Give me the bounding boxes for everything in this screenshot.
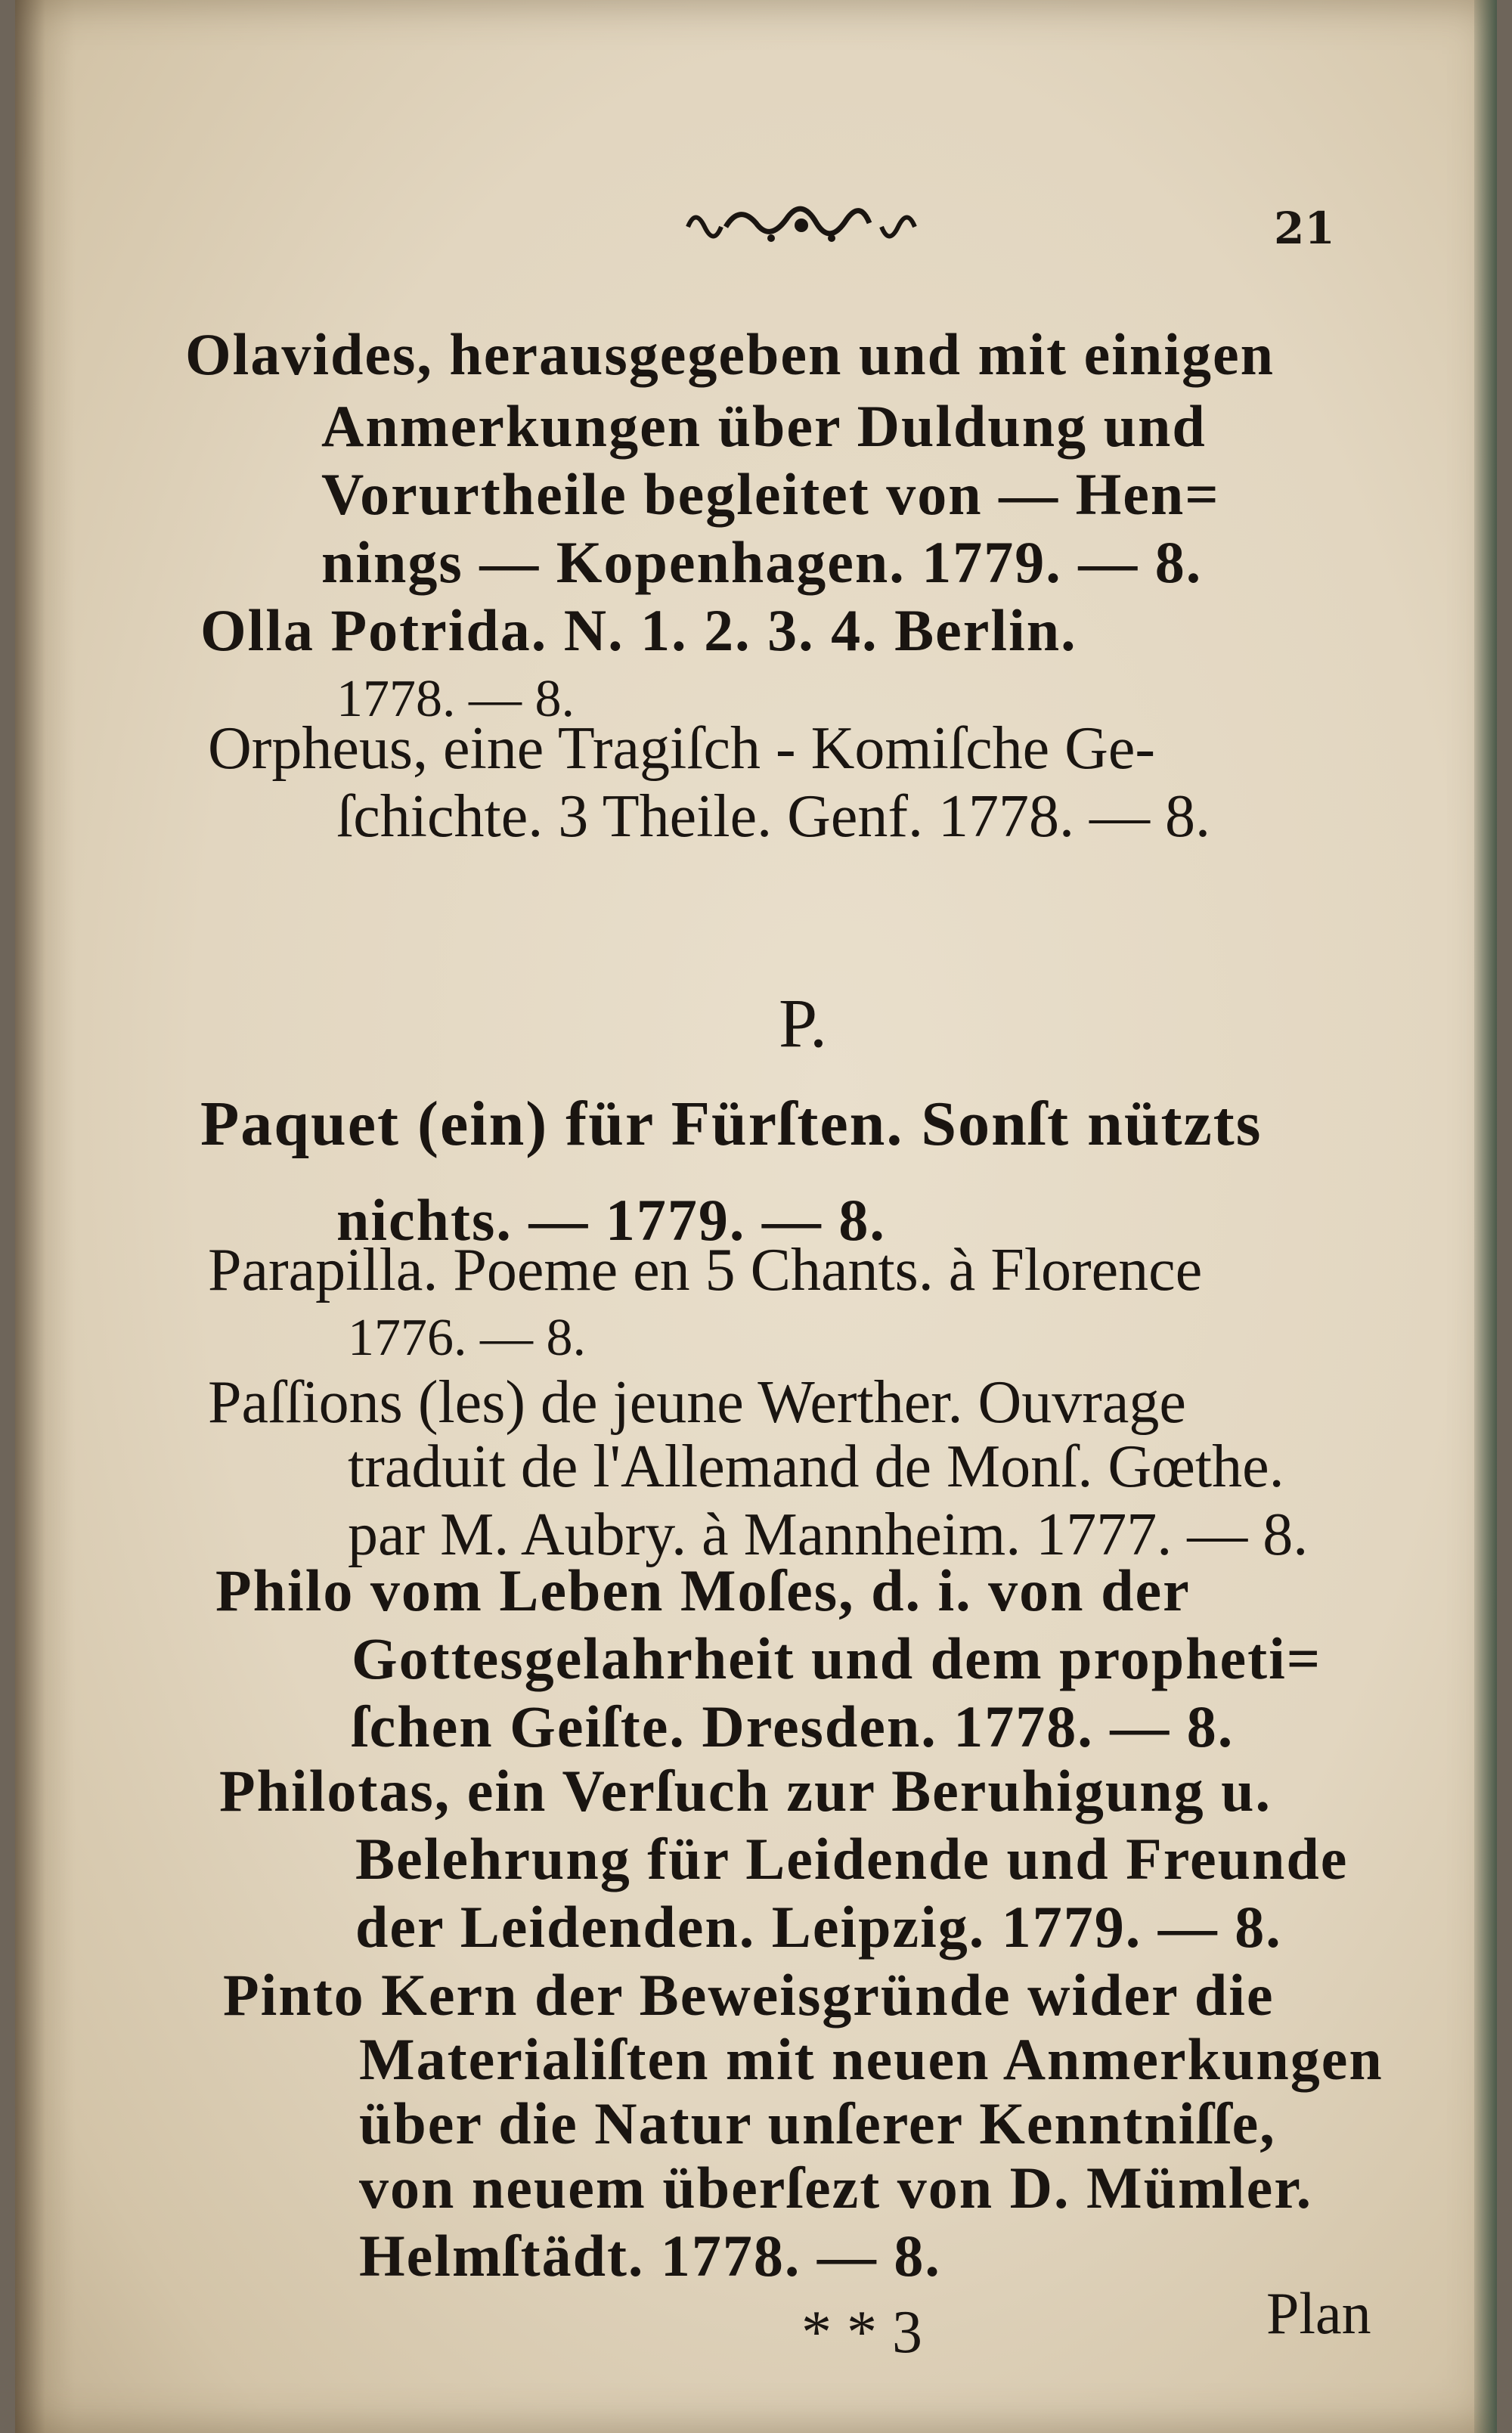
entry-line: Olla Potrida. N. 1. 2. 3. 4. Berlin. bbox=[200, 597, 1077, 663]
entry-line: par M. Aubry. à Mannheim. 1777. — 8. bbox=[348, 1502, 1309, 1568]
entry-line: von neuem überſezt von D. Mümler. bbox=[359, 2155, 1313, 2221]
entry-line: Philotas, ein Verſuch zur Beruhigung u. bbox=[219, 1758, 1272, 1824]
entry-line: Materialiſten mit neuen Anmerkungen bbox=[359, 2026, 1383, 2092]
signature-mark: * * 3 bbox=[801, 2299, 922, 2366]
entry-line: Olavides, herausgegeben und mit einigen bbox=[185, 321, 1275, 387]
entry-line: Vorurtheile begleitet von — Hen= bbox=[321, 461, 1220, 527]
entry-line: ſchen Geiſte. Dresden. 1778. — 8. bbox=[352, 1694, 1235, 1759]
entry-line: Philo vom Leben Moſes, d. i. von der bbox=[215, 1557, 1191, 1623]
entry-line: über die Natur unſerer Kenntniſſe, bbox=[359, 2091, 1276, 2156]
entry-line: Pinto Kern der Beweisgründe wider die bbox=[223, 1962, 1275, 2028]
entry-line: 1778. — 8. bbox=[336, 670, 575, 728]
entry-line: Parapilla. Poeme en 5 Chants. à Florence bbox=[208, 1237, 1203, 1303]
entry-line: Anmerkungen über Duldung und bbox=[321, 393, 1207, 459]
entry-line: Orpheus, eine Tragiſch - Komiſche Ge- bbox=[208, 715, 1156, 782]
page-number: 21 bbox=[1274, 203, 1335, 254]
section-heading: P. bbox=[779, 984, 827, 1062]
catchword: Plan bbox=[1266, 2280, 1371, 2346]
entry-line: nings — Kopenhagen. 1779. — 8. bbox=[321, 529, 1203, 595]
entry-line: Gottesgelahrheit und dem propheti= bbox=[352, 1626, 1322, 1691]
entry-line: Paſſions (les) de jeune Werther. Ouvrage bbox=[208, 1369, 1186, 1436]
entry-line: Helmſtädt. 1778. — 8. bbox=[359, 2223, 941, 2289]
entry-line: Paquet (ein) für Fürſten. Sonſt nützts bbox=[200, 1089, 1263, 1159]
entry-line: ſchichte. 3 Theile. Genf. 1778. — 8. bbox=[336, 783, 1211, 850]
catalogue-entries bbox=[15, 0, 1497, 2433]
book-page bbox=[15, 0, 1497, 2433]
entry-line: 1776. — 8. bbox=[348, 1309, 586, 1367]
entry-line: nichts. — 1779. — 8. bbox=[336, 1187, 886, 1253]
entry-line: Belehrung für Leidende und Freunde bbox=[355, 1826, 1349, 1892]
entry-line: traduit de l'Allemand de Monſ. Gœthe. bbox=[348, 1433, 1284, 1500]
entry-line: der Leidenden. Leipzig. 1779. — 8. bbox=[355, 1894, 1282, 1960]
